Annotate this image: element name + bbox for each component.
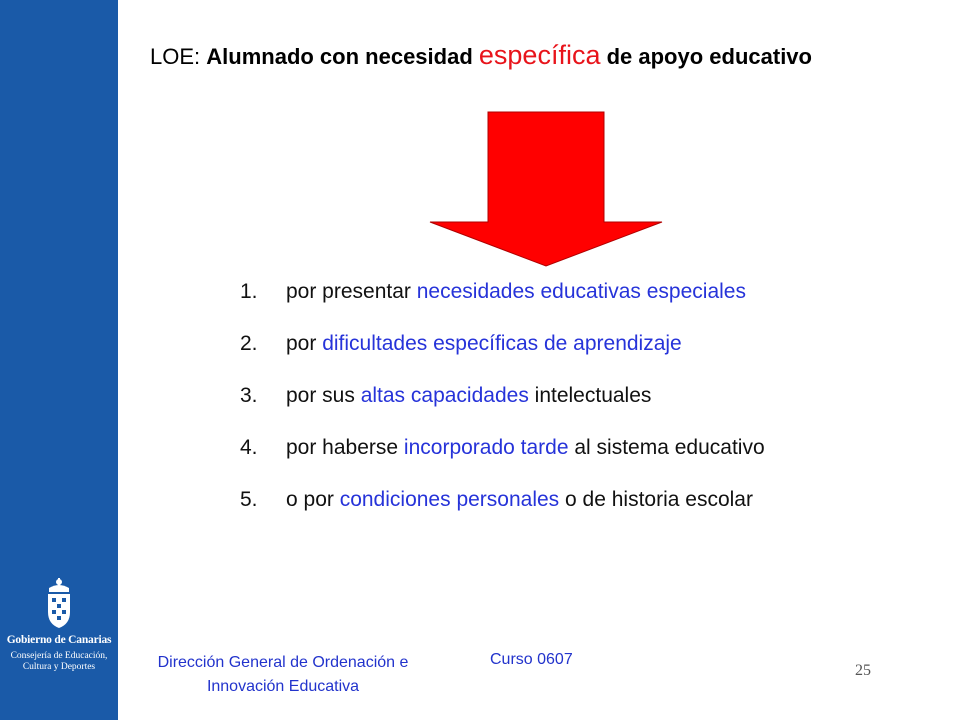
page-number: 25 (855, 662, 871, 679)
item-text: por (286, 332, 323, 355)
list-number: 4. (240, 436, 258, 459)
list-number: 3. (240, 384, 258, 407)
item-highlight: necesidades educativas especiales (416, 280, 746, 303)
item-text-end: al sistema educativo (568, 436, 765, 459)
item-text-end: intelectuales (528, 384, 652, 407)
list-item (240, 330, 820, 357)
item-highlight: incorporado tarde (403, 436, 569, 459)
item-text-end: o de historia escolar (559, 488, 753, 511)
title-highlight: específica (478, 40, 601, 70)
list-number: 1. (240, 280, 258, 303)
list-item (240, 434, 820, 461)
logo-subtitle-2: Cultura y Deportes (22, 662, 96, 672)
item-highlight: dificultades específicas de aprendizaje (322, 332, 682, 355)
title-prefix: LOE: (150, 44, 201, 69)
logo-title: Gobierno de Canarias (6, 634, 112, 646)
title-main: Alumnado con necesidad (206, 44, 473, 69)
coat-of-arms-icon (43, 578, 75, 630)
list-item (240, 278, 820, 305)
footer-course: Curso 0607 (490, 651, 573, 668)
logo-subtitle-1: Consejería de Educación, (10, 651, 108, 661)
reasons-list (240, 278, 820, 538)
slide-title (150, 40, 940, 71)
title-suffix: de apoyo educativo (606, 44, 812, 69)
item-highlight: altas capacidades (360, 384, 529, 407)
footer-department (118, 651, 448, 699)
footer-line-2: Innovación Educativa (206, 678, 360, 695)
list-item (240, 486, 820, 513)
footer-line-1: Dirección General de Ordenación e (157, 654, 409, 671)
item-text: por sus (286, 384, 361, 407)
list-number: 5. (240, 488, 258, 511)
list-item (240, 382, 820, 409)
down-arrow-icon (428, 110, 664, 268)
item-text: o por (286, 488, 340, 511)
item-text: por presentar (286, 280, 417, 303)
list-number: 2. (240, 332, 258, 355)
item-highlight: condiciones personales (339, 488, 560, 511)
item-text: por haberse (286, 436, 404, 459)
gobierno-canarias-logo (0, 578, 118, 688)
